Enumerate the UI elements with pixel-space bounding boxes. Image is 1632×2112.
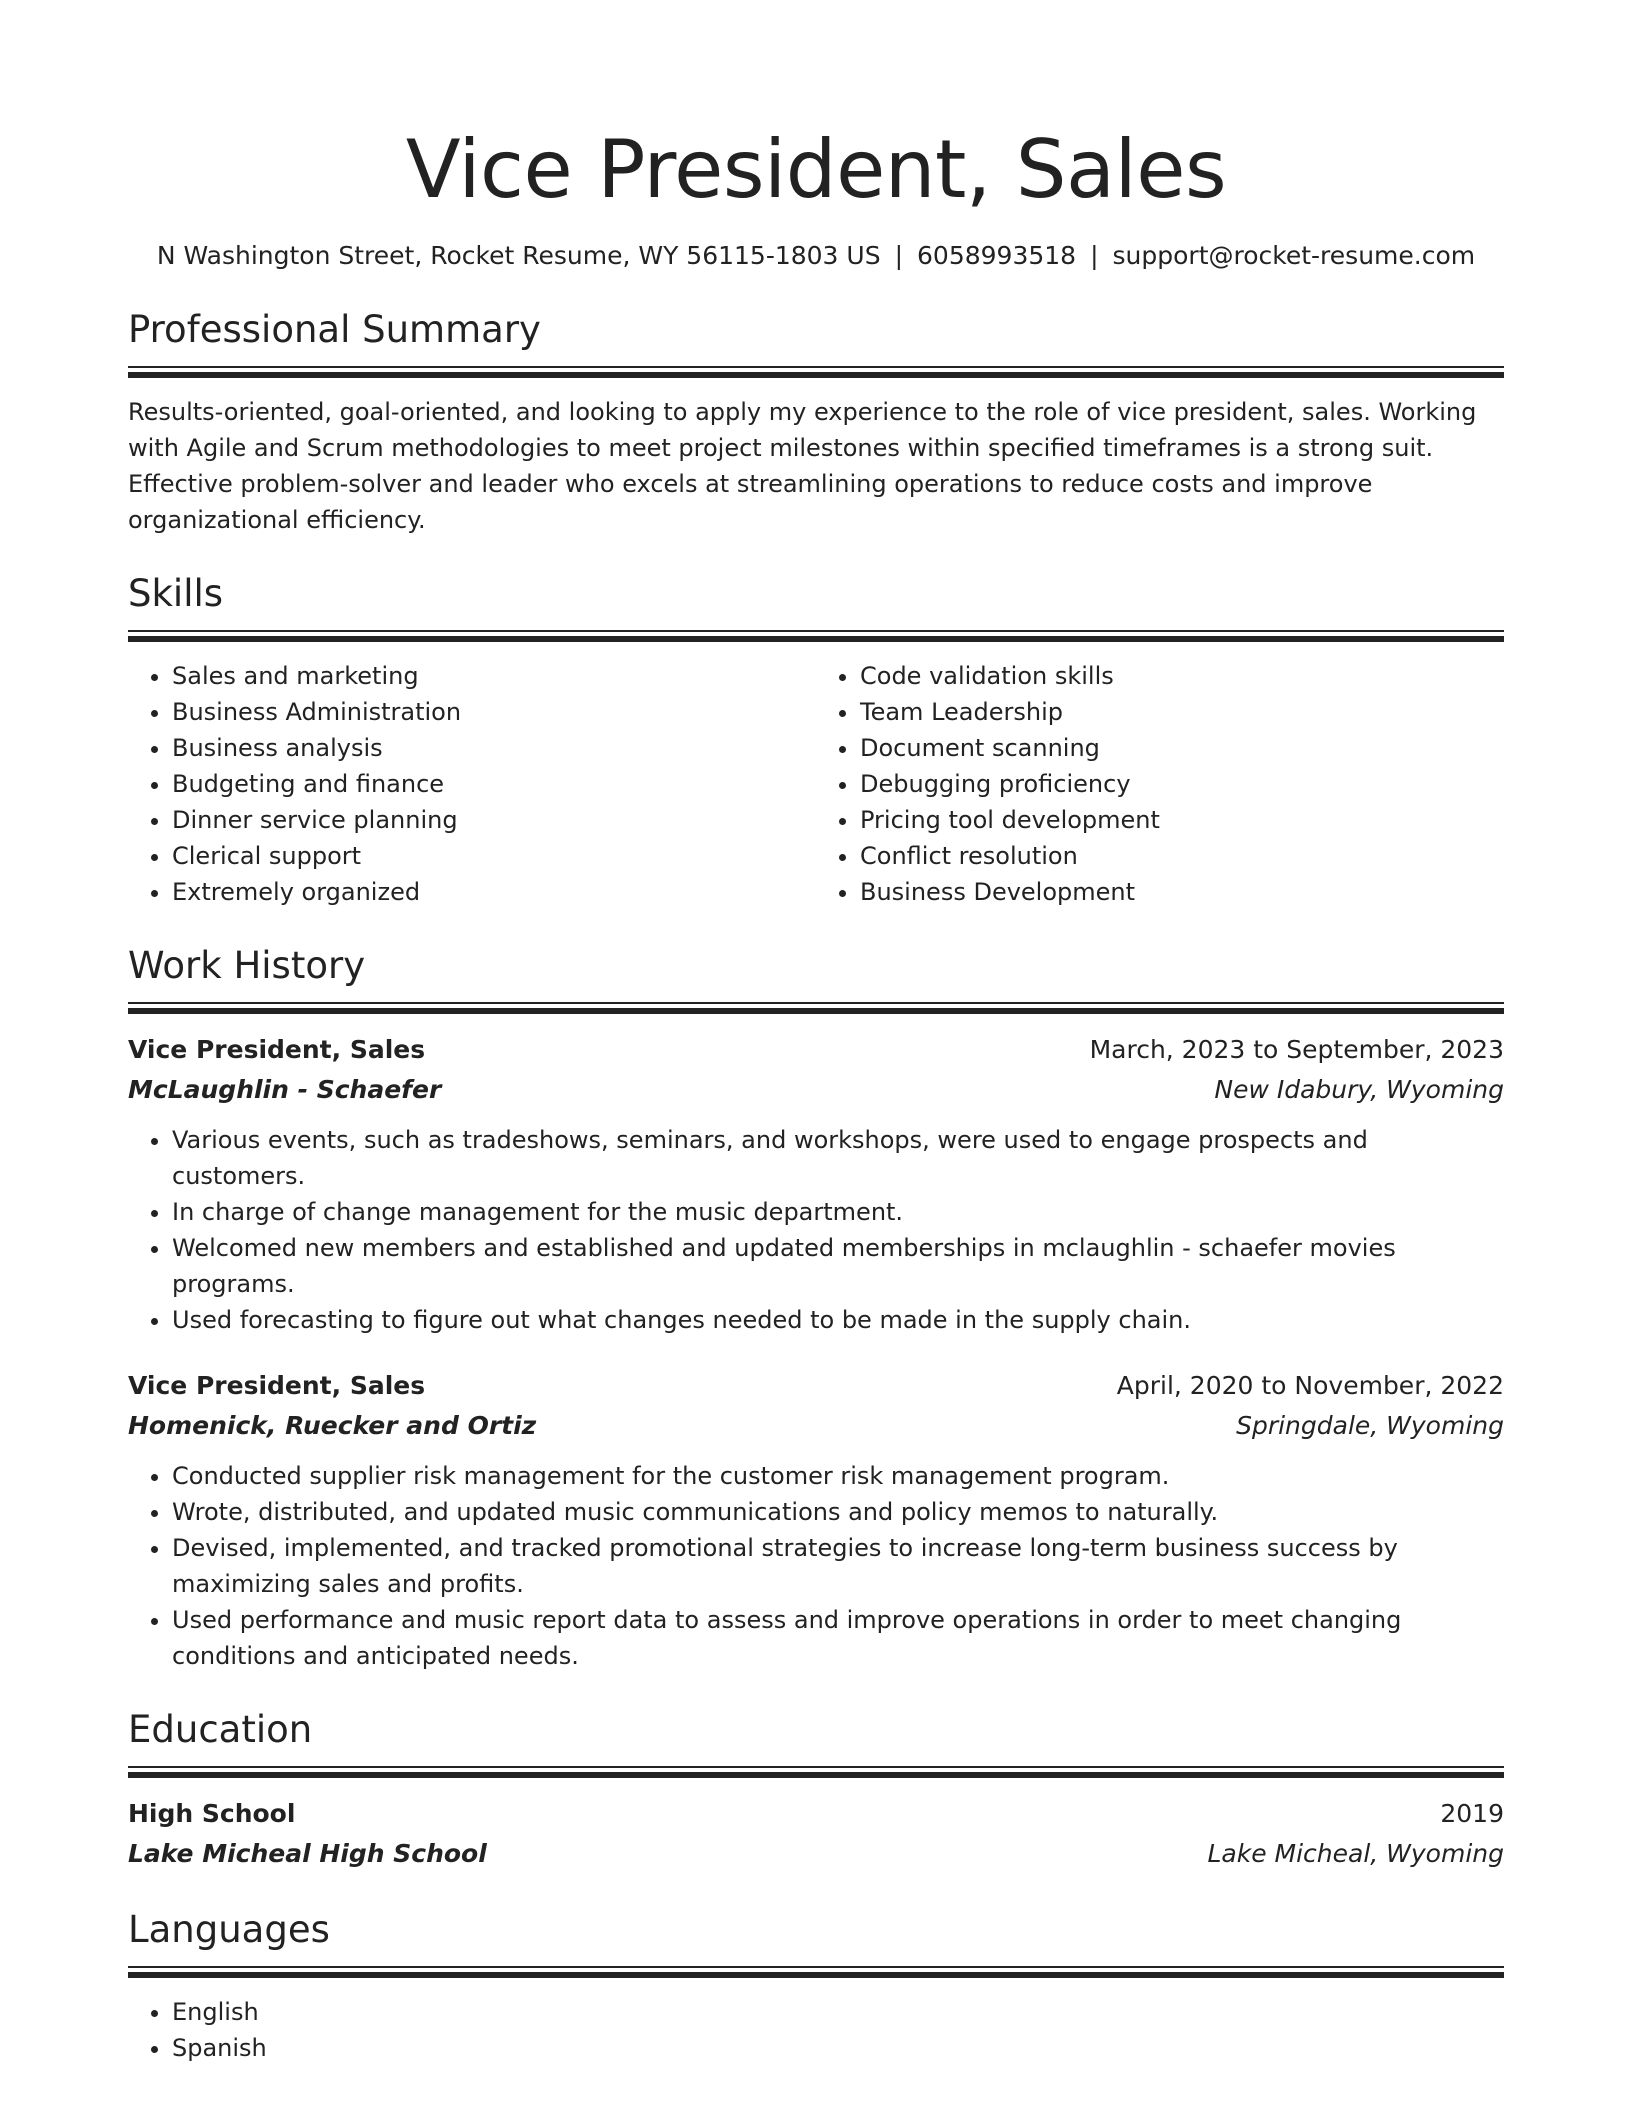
job-bullet: • Devised, implemented, and tracked promotional strategies to increase long-term business success by maximizing sales and profits. xyxy=(172,1530,1504,1602)
job-bullet: • In charge of change management for the music department. xyxy=(172,1194,1504,1230)
education-entry xyxy=(128,1794,1504,1874)
job-location: New Idabury, Wyoming xyxy=(1214,1075,1504,1104)
resume-title: Vice President, Sales xyxy=(405,123,1227,216)
skill-item: • Sales and marketing xyxy=(172,658,816,694)
section-divider xyxy=(128,1002,1504,1014)
job-location: Springdale, Wyoming xyxy=(1236,1411,1504,1440)
contact-phone: 6058993518 xyxy=(917,241,1077,270)
languages-list xyxy=(128,1994,1504,2066)
job-bullet: • Various events, such as tradeshows, seminars, and workshops, were used to engage prospects and customers. xyxy=(172,1122,1504,1194)
skill-item: • Debugging proficiency xyxy=(860,766,1504,802)
resume-page xyxy=(128,0,1504,2066)
job-employer: Homenick, Ruecker and Ortiz xyxy=(128,1411,537,1440)
job-dates: April, 2020 to November, 2022 xyxy=(1116,1371,1504,1400)
summary-text: Results-oriented, goal-oriented, and looking to apply my experience to the role of vice president, sales. Working with Agile and Scrum methodologies to meet project milestones within specified timeframes is a strong suit. Effective problem-solver and leader who excels at streamlining operations to reduce costs and improve organizational efficiency. xyxy=(128,398,1477,534)
section-heading-education: Education xyxy=(128,1708,313,1751)
education-location: Lake Micheal, Wyoming xyxy=(1207,1839,1504,1868)
skill-item: • Conflict resolution xyxy=(860,838,1504,874)
section-divider xyxy=(128,366,1504,378)
job-employer: McLaughlin - Schaefer xyxy=(128,1075,442,1104)
skill-item: • Extremely organized xyxy=(172,874,816,910)
skills-list-left xyxy=(128,658,816,910)
language-item: • Spanish xyxy=(172,2030,1504,2066)
contact-email: support@rocket-resume.com xyxy=(1112,241,1476,270)
job-bullet: • Welcomed new members and established and updated memberships in mclaughlin - schaefer movies programs. xyxy=(172,1230,1504,1302)
skill-item: • Document scanning xyxy=(860,730,1504,766)
skill-item: • Business analysis xyxy=(172,730,816,766)
section-heading-work: Work History xyxy=(128,944,366,987)
education-year: 2019 xyxy=(1440,1799,1504,1828)
job-bullets xyxy=(128,1458,1504,1674)
job-bullet: • Conducted supplier risk management for the customer risk management program. xyxy=(172,1458,1504,1494)
job-bullet: • Used forecasting to figure out what changes needed to be made in the supply chain. xyxy=(172,1302,1504,1338)
job-entry xyxy=(128,1030,1504,1338)
section-divider xyxy=(128,1766,1504,1778)
section-education xyxy=(128,1704,1504,1874)
section-work-history xyxy=(128,940,1504,1674)
section-heading-languages: Languages xyxy=(128,1908,330,1951)
job-entry xyxy=(128,1366,1504,1674)
skill-item: • Budgeting and finance xyxy=(172,766,816,802)
contact-separator: | xyxy=(894,241,904,270)
job-title: Vice President, Sales xyxy=(128,1035,426,1064)
job-bullet: • Wrote, distributed, and updated music communications and policy memos to naturally. xyxy=(172,1494,1504,1530)
job-bullet: • Used performance and music report data to assess and improve operations in order to meet changing conditions and anticipated needs. xyxy=(172,1602,1504,1674)
skill-item: • Team Leadership xyxy=(860,694,1504,730)
skills-list-right xyxy=(816,658,1504,910)
education-degree: High School xyxy=(128,1799,296,1828)
language-item: • English xyxy=(172,1994,1504,2030)
contact-separator: | xyxy=(1090,241,1099,270)
skill-item: • Clerical support xyxy=(172,838,816,874)
skill-item: • Code validation skills xyxy=(860,658,1504,694)
section-skills xyxy=(128,568,1504,910)
skill-item: • Business Development xyxy=(860,874,1504,910)
skill-item: • Pricing tool development xyxy=(860,802,1504,838)
contact-line xyxy=(128,238,1504,274)
section-heading-summary: Professional Summary xyxy=(128,308,541,351)
education-school: Lake Micheal High School xyxy=(128,1839,487,1868)
skill-item: • Dinner service planning xyxy=(172,802,816,838)
job-bullets xyxy=(128,1122,1504,1338)
section-divider xyxy=(128,1966,1504,1978)
job-title: Vice President, Sales xyxy=(128,1371,426,1400)
skills-columns xyxy=(128,658,1504,910)
section-heading-skills: Skills xyxy=(128,572,224,615)
section-summary xyxy=(128,304,1504,538)
job-dates: March, 2023 to September, 2023 xyxy=(1089,1035,1504,1064)
section-divider xyxy=(128,630,1504,642)
section-languages xyxy=(128,1904,1504,2066)
skill-item: • Business Administration xyxy=(172,694,816,730)
contact-address: N Washington Street, Rocket Resume, WY 56115-1803 US xyxy=(156,241,881,270)
